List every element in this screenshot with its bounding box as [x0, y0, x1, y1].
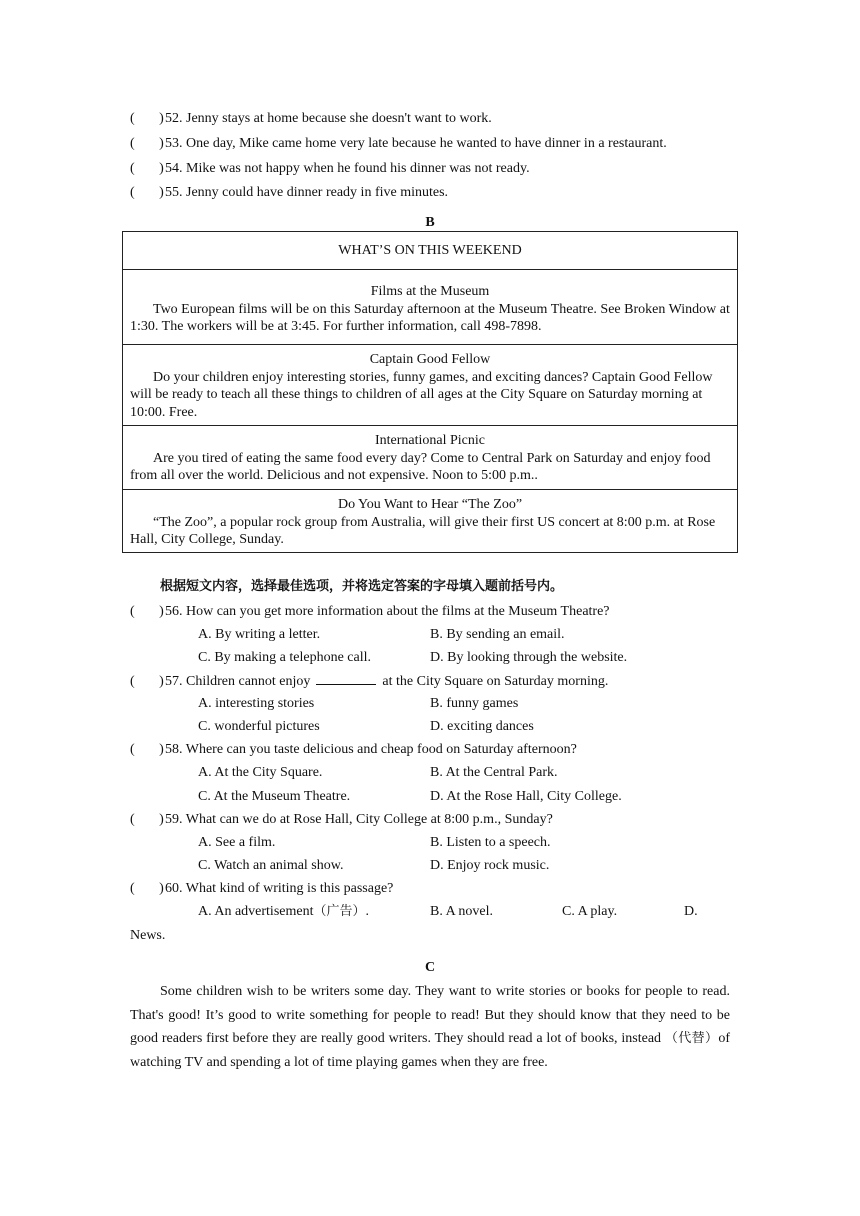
section-c-label: C: [424, 960, 436, 975]
option-a[interactable]: A. At the City Square.: [198, 765, 323, 780]
fill-blank[interactable]: [316, 672, 376, 685]
option-d[interactable]: D. By looking through the website.: [430, 650, 628, 665]
question-text: 52. Jenny stays at home because she doesn't want to work.: [165, 111, 492, 126]
question-text: 55. Jenny could have dinner ready in five minutes.: [165, 185, 449, 200]
option-d[interactable]: D. exciting dances: [430, 719, 534, 734]
question-60: [130, 880, 393, 898]
question-text: 57. Children cannot enjoy: [165, 674, 311, 689]
question-text: 53. One day, Mike came home very late because he wanted to have dinner in a restaurant.: [165, 136, 667, 151]
answer-bracket[interactable]: ( ): [130, 812, 164, 827]
answer-bracket[interactable]: ( ): [130, 604, 164, 619]
question-56: [130, 603, 610, 621]
notice-item-body: “The Zoo”, a popular rock group from Australia, will give their first US concert at 8:00 p.m. at Rose Hall, City College, Sunday.: [130, 514, 716, 547]
option-c[interactable]: C. At the Museum Theatre.: [198, 789, 351, 804]
section-c-paragraph: [130, 980, 730, 1074]
option-a[interactable]: A. See a film.: [198, 835, 276, 850]
option-a-cjk-gloss: （广告）: [313, 904, 366, 919]
option-a[interactable]: A. By writing a letter.: [198, 627, 321, 642]
notice-item-title: International Picnic: [374, 433, 486, 448]
question-58: [130, 741, 577, 759]
option-d[interactable]: D.: [684, 904, 698, 919]
notice-item-body: Do your children enjoy interesting stories, funny games, and exciting dances? Captain Good Fellow will be ready to teach all these things to children of all ages at the City Square on Saturday morning at 10:00. Free.: [130, 369, 713, 420]
option-a-period: .: [365, 904, 369, 919]
option-d-wrap-text: News.: [130, 928, 166, 943]
question-text: 59. What can we do at Rose Hall, City College at 8:00 p.m., Sunday?: [165, 812, 553, 827]
option-c[interactable]: C. By making a telephone call.: [198, 650, 372, 665]
option-b[interactable]: B. funny games: [430, 696, 519, 711]
section-b-label: B: [425, 215, 435, 230]
question-59: [130, 811, 553, 829]
paragraph-cjk-gloss: （代替）: [664, 1031, 719, 1046]
question-text: 60. What kind of writing is this passage?: [165, 881, 394, 896]
option-d[interactable]: D. At the Rose Hall, City College.: [430, 789, 622, 804]
question-53: [130, 135, 667, 153]
notice-item-zoo: [123, 490, 738, 553]
option-a-text: A. An advertisement: [198, 904, 314, 919]
answer-bracket[interactable]: ( ): [130, 674, 164, 689]
instruction-text: 根据短文内容，选择最佳选项，并将选定答案的字母填入题前括号内。: [160, 579, 564, 594]
question-text: 54. Mike was not happy when he found his dinner was not ready.: [165, 161, 530, 176]
answer-bracket[interactable]: ( ): [130, 111, 164, 126]
option-c[interactable]: C. wonderful pictures: [198, 719, 320, 734]
option-a[interactable]: A. interesting stories: [198, 696, 315, 711]
notice-item-body: Two European films will be on this Saturday afternoon at the Museum Theatre. See Broken Window at 1:30. The workers will be at 3:45. For further information, call 498-7898.: [130, 301, 730, 334]
answer-bracket[interactable]: ( ): [130, 161, 164, 176]
question-text-after: at the City Square on Saturday morning.: [382, 674, 609, 689]
option-b[interactable]: B. By sending an email.: [430, 627, 565, 642]
notice-title: WHAT’S ON THIS WEEKEND: [123, 232, 738, 270]
answer-bracket[interactable]: ( ): [130, 742, 164, 757]
question-54: [130, 160, 530, 178]
notice-item-films: [123, 270, 738, 345]
paragraph-text: Some children wish to be writers some day. They want to write stories or books for people to read. That's good! It’s good to write something for people to read! But they should know that they need to be good readers first before they are really good writers. They should read a lot of books, instead: [130, 984, 730, 1046]
option-c[interactable]: C. Watch an animal show.: [198, 858, 344, 873]
notice-item-captain: [123, 345, 738, 426]
option-c[interactable]: C. A play.: [562, 904, 618, 919]
weekend-notice-table: [122, 231, 738, 553]
question-55: [130, 184, 448, 202]
answer-bracket[interactable]: ( ): [130, 136, 164, 151]
option-b[interactable]: B. Listen to a speech.: [430, 835, 551, 850]
question-57: [130, 672, 608, 691]
notice-item-title: Captain Good Fellow: [369, 352, 491, 367]
answer-bracket[interactable]: ( ): [130, 185, 164, 200]
notice-item-title: Do You Want to Hear “The Zoo”: [337, 497, 523, 512]
option-b[interactable]: B. A novel.: [430, 904, 494, 919]
notice-item-title: Films at the Museum: [370, 284, 490, 299]
notice-item-body: Are you tired of eating the same food every day? Come to Central Park on Saturday and enjoy food from all over the world. Delicious and not expensive. Noon to 5:00 p.m..: [130, 450, 711, 483]
option-b[interactable]: B. At the Central Park.: [430, 765, 558, 780]
question-52: [130, 110, 492, 128]
option-a[interactable]: [198, 903, 369, 921]
paragraph-text-end: of watching TV and spending a lot of time playing games when they are free.: [130, 1031, 730, 1070]
notice-item-picnic: [123, 426, 738, 490]
question-text: 58. Where can you taste delicious and cheap food on Saturday afternoon?: [165, 742, 577, 757]
question-text: 56. How can you get more information about the films at the Museum Theatre?: [165, 604, 610, 619]
answer-bracket[interactable]: ( ): [130, 881, 164, 896]
option-d[interactable]: D. Enjoy rock music.: [430, 858, 550, 873]
